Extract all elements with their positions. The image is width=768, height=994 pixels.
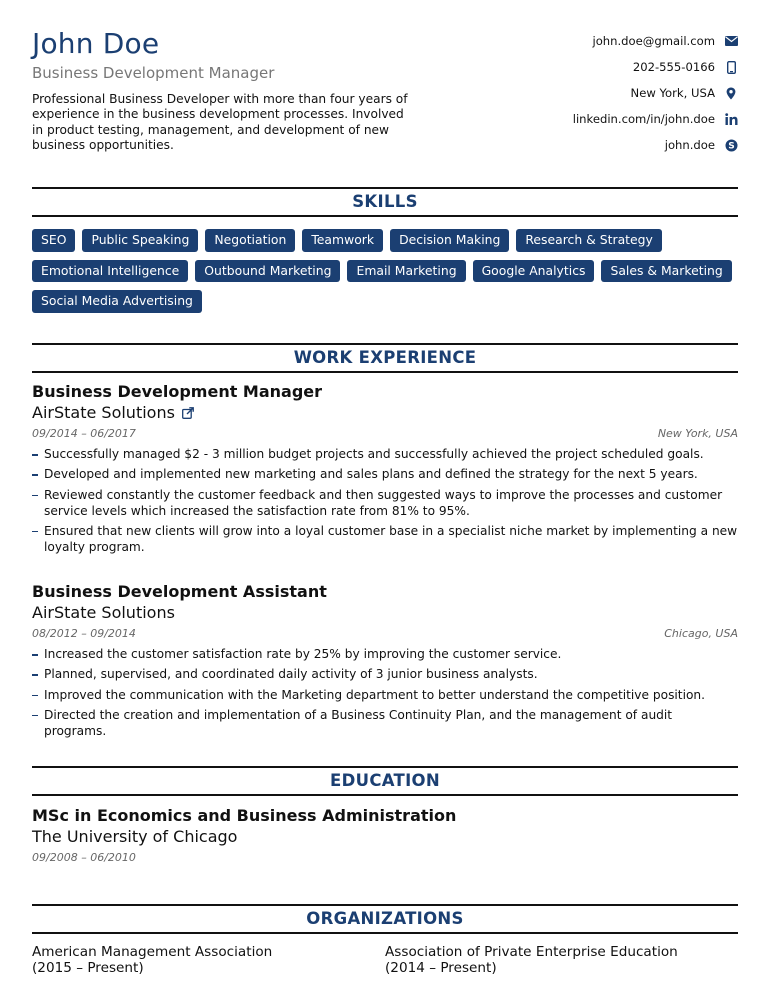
job-bullet: Directed the creation and implementation of a Business Continuity Plan, and the management of audit programs. — [32, 707, 738, 739]
skill-tag: Decision Making — [390, 229, 509, 252]
skype-icon — [724, 138, 738, 152]
job-bullet: Ensured that new clients will grow into a loyal customer base in a specialist niche market by implementing a new loyalty program. — [32, 523, 738, 555]
job-meta — [32, 424, 738, 444]
skill-tag: Public Speaking — [82, 229, 198, 252]
envelope-icon — [724, 34, 738, 48]
education-meta — [32, 848, 738, 868]
job-bullet: Improved the communication with the Marketing department to better understand the competitive position. — [32, 687, 738, 703]
job-bullet: Reviewed constantly the customer feedback and then suggested ways to improve the processes and customer service levels which increased the satisfaction rate from 81% to 95%. — [32, 487, 738, 519]
skill-tag: Teamwork — [302, 229, 383, 252]
skill-tag: Negotiation — [205, 229, 295, 252]
skill-tag: Outbound Marketing — [195, 260, 340, 283]
job-entry — [32, 382, 738, 559]
skills-heading: SKILLS — [32, 187, 738, 217]
company — [32, 602, 738, 623]
organization-years: (2015 – Present) — [32, 960, 144, 976]
job-meta — [32, 624, 738, 644]
organization-item — [32, 944, 385, 976]
contact-location — [478, 80, 738, 106]
contact-email-text: john.doe@gmail.com — [592, 34, 715, 48]
company — [32, 402, 738, 423]
job-dates: 08/2012 – 09/2014 — [32, 627, 136, 640]
job-title: Business Development Assistant — [32, 582, 327, 601]
job-location: Chicago, USA — [664, 627, 738, 640]
candidate-name: John Doe — [32, 27, 160, 60]
education-dates: 09/2008 – 06/2010 — [32, 851, 136, 864]
education-entry — [32, 806, 738, 868]
company-name: AirState Solutions — [32, 603, 175, 622]
work-experience-heading: WORK EXPERIENCE — [32, 343, 738, 373]
job-entry — [32, 582, 738, 743]
phone-icon — [724, 60, 738, 74]
organization-name: Association of Private Enterprise Education — [385, 944, 678, 960]
job-bullet: Increased the customer satisfaction rate by 25% by improving the customer service. — [32, 646, 738, 662]
skill-tag: Google Analytics — [473, 260, 595, 283]
company-name: AirState Solutions — [32, 403, 175, 422]
organizations-list — [32, 944, 738, 976]
location-pin-icon — [724, 86, 738, 100]
degree: MSc in Economics and Business Administration — [32, 806, 457, 825]
contact-skype-text: john.doe — [664, 138, 715, 152]
school: The University of Chicago — [32, 827, 238, 846]
job-location: New York, USA — [657, 427, 738, 440]
contact-linkedin-text: linkedin.com/in/john.doe — [572, 112, 715, 126]
contact-email[interactable] — [478, 28, 738, 54]
contact-skype[interactable] — [478, 132, 738, 158]
candidate-role: Business Development Manager — [32, 64, 275, 82]
skill-tag: Social Media Advertising — [32, 290, 202, 313]
job-bullet: Successfully managed $2 - 3 million budget projects and successfully achieved the project scheduled goals. — [32, 446, 738, 462]
contact-phone-text: 202-555-0166 — [632, 60, 715, 74]
organization-item — [385, 944, 738, 976]
organizations-heading: ORGANIZATIONS — [32, 904, 738, 934]
skill-tag: Sales & Marketing — [601, 260, 731, 283]
job-bullets — [32, 446, 738, 555]
contact-linkedin[interactable] — [478, 106, 738, 132]
contact-list — [478, 28, 738, 158]
summary: Professional Business Developer with more than four years of experience in the business development processes. Involved in product testing, management, and development of new business opportunities. — [32, 92, 408, 153]
external-link-icon[interactable] — [182, 407, 194, 419]
svg-text:S: S — [727, 141, 735, 152]
education-heading: EDUCATION — [32, 766, 738, 796]
job-bullets — [32, 646, 738, 739]
organization-years: (2014 – Present) — [385, 960, 497, 976]
contact-phone[interactable] — [478, 54, 738, 80]
skill-tag: Research & Strategy — [516, 229, 661, 252]
linkedin-icon — [724, 112, 738, 126]
contact-location-text: New York, USA — [630, 86, 715, 100]
skill-tag: Emotional Intelligence — [32, 260, 188, 283]
job-dates: 09/2014 – 06/2017 — [32, 427, 136, 440]
skill-tag: Email Marketing — [347, 260, 465, 283]
skills-list — [32, 229, 738, 313]
skill-tag: SEO — [32, 229, 75, 252]
job-title: Business Development Manager — [32, 382, 323, 401]
organization-name: American Management Association — [32, 944, 273, 960]
job-bullet: Developed and implemented new marketing and sales plans and defined the strategy for the next 5 years. — [32, 466, 738, 482]
job-bullet: Planned, supervised, and coordinated daily activity of 3 junior business analysts. — [32, 666, 738, 682]
